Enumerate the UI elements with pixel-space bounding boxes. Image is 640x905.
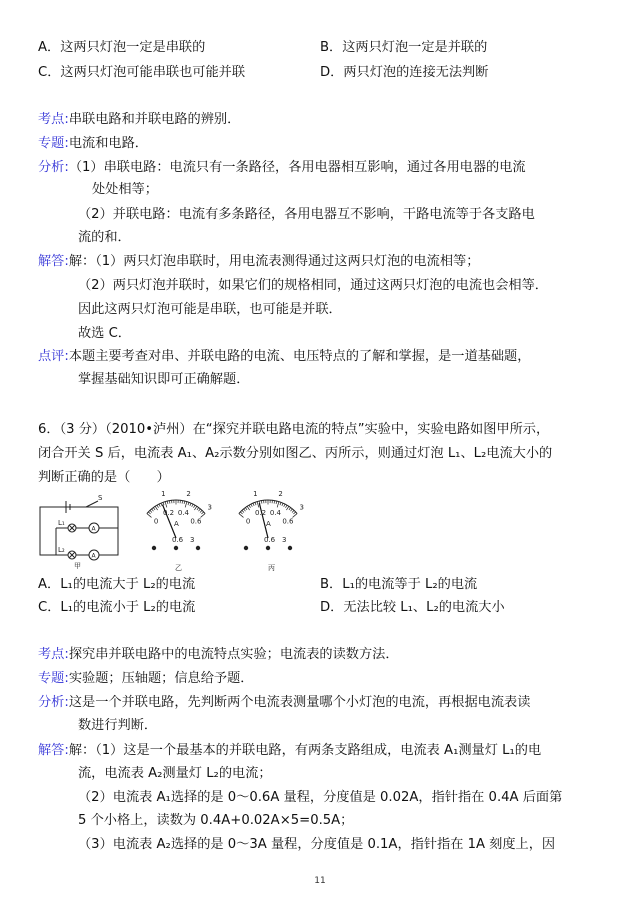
dial-tick [261, 501, 262, 504]
switch-label: S [98, 494, 103, 502]
dial-tick [190, 503, 191, 506]
dial-tick [197, 508, 199, 510]
dial-tick [184, 501, 185, 504]
dial-label-large: 1 [161, 490, 166, 498]
dial-tick [192, 504, 193, 507]
page-number: 11 [314, 876, 326, 886]
dial-tick [201, 512, 203, 514]
dial-tick [290, 509, 292, 511]
dial-label-large: 2 [186, 490, 191, 498]
q6-option-a: A．L₁的电流大于 L₂的电流 [38, 577, 196, 592]
q5-fenxi-2b: 流的和． [78, 230, 131, 245]
dial-tick [167, 501, 168, 504]
q6-option-c: C．L₁的电流小于 L₂的电流 [38, 600, 196, 615]
dial-tick [255, 502, 256, 505]
dial-tick [277, 502, 279, 508]
dial-tick [198, 509, 200, 511]
q5-fenxi: 分析:（1）串联电路：电流只有一条路径，各用电器相互影响，通过各用电器的电流 [38, 160, 526, 175]
q5-fenxi-1b: 处处相等； [92, 182, 158, 197]
dial-tick [147, 514, 152, 518]
q6-fenxi: 分析:这是一个并联电路，先判断两个电流表测量哪个小灯泡的电流，再根据电流表读 [38, 695, 531, 710]
q6-figure [36, 490, 326, 572]
q6-fenxi-2: 数进行判断． [78, 718, 158, 733]
kaodian-label: 考点: [38, 647, 69, 662]
terminal-icon [196, 546, 200, 550]
dial-label-small: 0.4 [177, 509, 190, 518]
dial-tick [161, 503, 162, 506]
dial-tick [169, 501, 170, 504]
dial-label-small: 0.2 [254, 509, 267, 518]
q6-jieda-3: （2）电流表 A₁选择的是 0～0.6A 量程，分度值是 0.02A，指针指在 0.4A 后面第 [78, 790, 563, 805]
dial-label-small: 0.2 [162, 509, 175, 518]
dial-tick [194, 506, 196, 510]
zhuanti-label: 专题: [38, 136, 69, 151]
q5-kaodian: 考点:串联电路和并联电路的辨别． [38, 112, 241, 127]
dial-tick [244, 509, 246, 511]
dial-tick [194, 505, 196, 508]
dial-tick [257, 502, 259, 508]
kaodian-label: 考点: [38, 112, 69, 127]
circuit-caption: 甲 [74, 562, 81, 570]
ammeter-dial-1 [147, 490, 212, 550]
meter2-caption: 丙 [268, 564, 275, 572]
dial-label-large: 1 [253, 490, 258, 498]
dial-label-small: 0.6 [190, 517, 202, 526]
fenxi-label: 分析: [38, 695, 69, 710]
dial-tick [157, 505, 159, 508]
fenxi-label: 分析: [38, 160, 69, 175]
dial-tick [249, 505, 251, 508]
q6-jieda-2: 流，电流表 A₂测量灯 L₂的电流； [78, 766, 272, 781]
dial-tick [286, 505, 288, 508]
ammeter-a1-symbol: A [91, 525, 96, 533]
q6-jieda-4: 5 个小格上，读数为 0.4A+0.02A×5=0.5A； [78, 813, 354, 828]
dial-tick [153, 508, 155, 510]
dial-label-small: 0 [153, 517, 159, 526]
dial-label-large: 3 [207, 503, 212, 512]
ammeter-a2-symbol: A [91, 552, 96, 560]
dial-label-large: 2 [278, 490, 283, 498]
terminal-icon [266, 546, 270, 550]
dial-tick [286, 506, 288, 510]
dial-tick [155, 506, 157, 510]
terminal-icon [288, 546, 292, 550]
q5-option-b: B．这两只灯泡一定是并联的 [320, 40, 488, 55]
q6-stem-3: 判断正确的是（ ） [38, 470, 170, 485]
dial-tick [251, 504, 252, 507]
q5-jieda: 解答:解：（1）两只灯泡串联时，用电流表测得通过这两只灯泡的电流相等； [38, 254, 480, 269]
q5-jieda-4: 故选 C． [78, 326, 131, 341]
dial-tick [280, 502, 281, 505]
terminal-icon [152, 546, 156, 550]
dial-tick [276, 501, 277, 504]
q5-jieda-3: 因此这两只灯泡可能是串联，也可能是并联． [78, 302, 342, 317]
dial-tick [182, 501, 183, 504]
dial-tick [245, 508, 247, 510]
dial-tick [293, 512, 295, 514]
dial-tick [242, 510, 244, 512]
switch-icon [86, 501, 98, 507]
terminal-icon [244, 546, 248, 550]
terminal-icon [174, 546, 178, 550]
dial-tick [200, 510, 202, 512]
dial-tick [239, 514, 244, 518]
terminal-label: 0.6 [264, 536, 276, 544]
q6-option-d: D．无法比较 L₁、L₂的电流大小 [320, 600, 505, 615]
q6-kaodian: 考点:探究串并联电路中的电流特点实验；电流表的读数方法． [38, 647, 399, 662]
dial-tick [148, 512, 150, 514]
q5-option-a: A．这两只灯泡一定是串联的 [38, 40, 206, 55]
q5-dianping-2: 掌握基础知识即可正确解题． [78, 372, 250, 387]
dial-tick [188, 502, 189, 505]
dial-label-small: 0.4 [269, 509, 282, 518]
meter1-caption: 乙 [175, 564, 182, 572]
lamp1-label: L₁ [58, 519, 65, 527]
ammeter-dial-2 [239, 490, 304, 550]
q5-zhuanti: 专题:电流和电路． [38, 136, 148, 151]
dial-tick [274, 501, 275, 504]
q6-stem-2: 闭合开关 S 后，电流表 A₁、A₂示数分别如图乙、丙所示，则通过灯泡 L₁、L₂电流大小的 [38, 446, 553, 461]
dial-tick [289, 508, 291, 510]
q6-option-b: B．L₁的电流等于 L₂的电流 [320, 577, 478, 592]
dial-tick [165, 502, 167, 508]
dial-symbol: A [266, 520, 271, 528]
dial-tick [247, 506, 249, 510]
dial-symbol: A [174, 520, 179, 528]
q5-jieda-2: （2）两只灯泡并联时，如果它们的规格相同，通过这两只灯泡的电流也会相等． [78, 278, 548, 293]
dianping-label: 点评: [38, 349, 69, 364]
q5-option-c: C．这两只灯泡可能串联也可能并联 [38, 65, 246, 80]
dial-tick [253, 503, 254, 506]
lamp2-label: L₂ [58, 546, 65, 554]
dial-tick [292, 510, 294, 512]
dial-tick [159, 504, 160, 507]
q6-zhuanti: 专题:实验题；压轴题；信息给予题． [38, 671, 254, 686]
dial-label-large: 3 [299, 503, 304, 512]
dial-tick [240, 512, 242, 514]
jieda-label: 解答: [38, 254, 69, 269]
dial-tick [150, 510, 152, 512]
q5-fenxi-2a: （2）并联电路：电流有多条路径，各用电器互不影响，干路电流等于各支路电 [78, 207, 535, 222]
dial-label-small: 0 [245, 517, 251, 526]
jieda-label: 解答: [38, 743, 69, 758]
dial-tick [282, 503, 283, 506]
dial-tick [284, 504, 285, 507]
q6-stem-1: 6．（3 分）（2010•泸州）在“探究并联电路电流的特点”实验中，实验电路如图甲所示， [38, 422, 550, 437]
dial-tick [185, 502, 187, 508]
dial-tick [152, 509, 154, 511]
dial-label-small: 0.6 [282, 517, 294, 526]
q5-option-d: D．两只灯泡的连接无法判断 [320, 65, 489, 80]
circuit-diagram [40, 501, 118, 560]
q6-jieda: 解答:解：（1）这是一个最基本的并联电路，有两条支路组成，电流表 A₁测量灯 L₁的电 [38, 743, 542, 758]
terminal-label: 0.6 [172, 536, 184, 544]
q6-jieda-5: （3）电流表 A₂选择的是 0～3A 量程，分度值是 0.1A，指针指在 1A 刻度上，因 [78, 837, 556, 852]
terminal-label: 3 [190, 536, 195, 544]
q5-dianping: 点评:本题主要考查对串、并联电路的电流、电压特点的了解和掌握，是一道基础题， [38, 349, 531, 364]
terminal-label: 3 [282, 536, 287, 544]
zhuanti-label: 专题: [38, 671, 69, 686]
